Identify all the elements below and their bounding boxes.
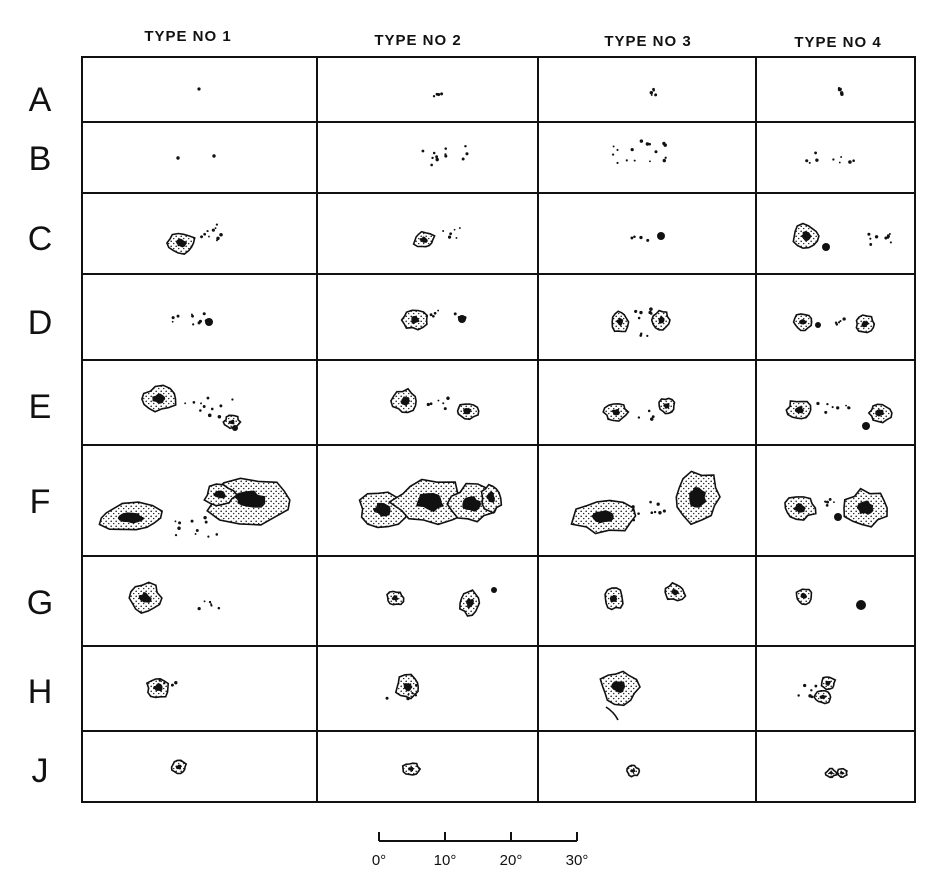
sunspot-pore	[431, 157, 433, 159]
sunspot-pore	[613, 145, 615, 147]
sunspot-pore	[652, 88, 655, 91]
sunspot-pore	[840, 91, 843, 94]
sunspot-pore	[654, 511, 656, 513]
sunspot-pore	[205, 521, 208, 524]
sunspot-pore	[845, 405, 847, 407]
sunspot-pore	[444, 407, 447, 410]
sunspot-pore	[205, 318, 213, 326]
sunspot-pore	[840, 156, 842, 158]
sunspot-pore	[207, 536, 209, 538]
sunspot-pore	[832, 406, 834, 408]
sunspot-pore	[462, 158, 465, 161]
sunspot-pore	[177, 315, 180, 318]
sunspot-pore	[648, 410, 651, 413]
sunspot-pore	[834, 513, 842, 521]
sunspot-pore	[415, 694, 417, 696]
sunspot-pore	[172, 321, 174, 323]
sunspot-pore	[218, 415, 222, 419]
sunspot-pore	[215, 227, 217, 229]
row-label-d: D	[27, 304, 53, 342]
row-label-g: G	[26, 584, 54, 622]
sunspot-pore	[824, 501, 826, 503]
sunspot-pore	[663, 159, 666, 162]
sunspot-pore	[219, 404, 222, 407]
column-header-type-3: TYPE NO 3	[604, 33, 692, 50]
sunspot-pore	[465, 152, 468, 155]
sunspot-pore	[650, 91, 653, 94]
sunspot-pore	[657, 232, 665, 240]
sunspot-pore	[435, 158, 438, 161]
sunspot-pore	[171, 684, 174, 687]
sunspot-pore	[663, 510, 666, 513]
sunspot-pore	[404, 684, 406, 686]
sunspot-pore	[430, 313, 433, 316]
sunspot-pore	[491, 587, 497, 593]
sunspot-pore	[814, 152, 817, 155]
sunspot-pore	[867, 233, 870, 236]
sunspot-pore	[650, 511, 653, 514]
scale-bar	[372, 832, 589, 869]
sunspot-pore	[884, 237, 887, 240]
sunspot-pore	[434, 312, 437, 315]
sunspot-pore	[639, 334, 642, 337]
sunspot-pore	[634, 160, 636, 162]
sunspot-pore	[890, 241, 892, 243]
table-grid	[82, 57, 915, 802]
sunspot-pore	[869, 238, 871, 240]
sunspot-pore	[195, 533, 197, 535]
sunspot-pore	[626, 159, 628, 161]
sunspot-groups	[99, 87, 892, 777]
sunspot-pore	[184, 402, 186, 404]
sunspot-pore	[437, 93, 440, 96]
sunspot-pore	[833, 501, 835, 503]
sunspot-pore	[454, 229, 456, 231]
sunspot-pore	[646, 239, 649, 242]
sunspot-pore	[203, 516, 206, 519]
sunspot-pore	[459, 227, 461, 229]
sunspot-pore	[826, 504, 829, 507]
sunspot-pore	[212, 154, 215, 157]
sunspot-pore	[638, 317, 641, 320]
sunspot-pore	[433, 95, 435, 97]
sunspot-pore	[654, 93, 657, 96]
sunspot-pore	[640, 139, 643, 142]
sunspot-pore	[210, 604, 212, 606]
sunspot-pore	[852, 159, 855, 162]
sunspot-pore	[430, 164, 433, 167]
sunspot-pore	[172, 316, 175, 319]
sunspot-pore	[612, 153, 614, 155]
sunspot-pore	[808, 694, 811, 697]
sunspot-pore	[665, 157, 667, 159]
sunspot-pore	[232, 425, 238, 431]
sunspot-pore	[175, 520, 177, 522]
sunspot-outline	[606, 707, 618, 720]
sunspot-pore	[163, 682, 165, 684]
sunspot-pore	[797, 694, 799, 696]
sunspot-pore	[658, 511, 661, 514]
sunspot-pore	[207, 397, 210, 400]
sunspot-pore	[193, 401, 196, 404]
column-header-type-2: TYPE NO 2	[374, 32, 462, 49]
sunspot-pore	[824, 411, 827, 414]
sunspot-pore	[829, 498, 832, 501]
sunspot-pore	[204, 600, 206, 602]
sunspot-pore	[616, 149, 618, 151]
scale-label-30: 30°	[565, 852, 589, 869]
sunspot-pore	[888, 235, 890, 237]
row-label-c: C	[27, 220, 53, 258]
sunspot-pore	[430, 402, 433, 405]
sunspot-pore	[177, 527, 180, 530]
row-label-b: B	[28, 140, 52, 178]
sunspot-pore	[437, 400, 439, 402]
sunspot-pore	[444, 147, 447, 150]
column-header-type-1: TYPE NO 1	[144, 28, 232, 45]
sunspot-pore	[198, 607, 201, 610]
sunspot-pore	[838, 88, 841, 91]
sunspot-pore	[649, 307, 653, 311]
sunspot-pore	[437, 310, 439, 312]
sunspot-pore	[406, 697, 409, 700]
sunspot-pore	[805, 159, 808, 162]
sunspot-pore	[407, 694, 409, 696]
sunspot-pore	[848, 160, 852, 164]
table-border	[82, 57, 915, 802]
sunspot-pore	[633, 236, 636, 239]
sunspot-pore	[203, 405, 206, 408]
sunspot-pore	[216, 223, 218, 225]
sunspot-pore	[442, 402, 444, 404]
sunspot-pore	[176, 156, 179, 159]
sunspot-pore	[206, 230, 208, 232]
sunspot-pore	[650, 312, 653, 315]
row-label-a: A	[28, 81, 52, 119]
sunspot-pore	[632, 509, 635, 512]
sunspot-pore	[815, 322, 821, 328]
sunspot-pore	[200, 235, 203, 238]
sunspot-pore	[663, 143, 667, 147]
sunspot-pore	[616, 162, 618, 164]
sunspot-pore	[218, 607, 221, 610]
sunspot-pore	[442, 230, 444, 232]
sunspot-pore	[836, 406, 839, 409]
sunspot-pore	[822, 243, 830, 251]
sunspot-pore	[192, 323, 194, 325]
sunspot-pore	[454, 312, 457, 315]
row-label-j: J	[31, 752, 49, 790]
sunspot-pore	[862, 422, 870, 430]
sunspot-pore	[633, 519, 636, 522]
column-header-type-4: TYPE NO 4	[794, 34, 882, 51]
sunspot-pore	[178, 521, 181, 524]
sunspot-pore	[196, 529, 199, 532]
row-label-e: E	[28, 388, 52, 426]
sunspot-pore	[411, 692, 413, 694]
sunspot-pore	[211, 408, 214, 411]
sunspot-pore	[889, 233, 891, 235]
sunspot-pore	[446, 397, 449, 400]
sunspot-pore	[848, 407, 850, 409]
sunspot-pore	[455, 237, 457, 239]
sunspot-pore	[209, 601, 211, 603]
sunspot-pore	[836, 323, 839, 326]
sunspot-pore	[630, 237, 633, 240]
sunspot-pore	[427, 403, 430, 406]
sunspot-pore	[638, 416, 640, 418]
sunspot-pore	[649, 160, 651, 162]
sunspot-pore	[231, 398, 233, 400]
sunspot-pore	[435, 155, 438, 158]
sunspot-pore	[856, 600, 866, 610]
sunspot-pore	[216, 239, 218, 241]
scale-label-20: 20°	[499, 852, 523, 869]
sunspot-pore	[826, 403, 828, 405]
sunspot-pore	[208, 414, 212, 418]
sunspot-pore	[198, 321, 201, 324]
sunspot-pore	[809, 162, 811, 164]
sunspot-pore	[458, 315, 466, 323]
sunspot-pore	[197, 87, 200, 90]
sunspot-pore	[814, 685, 817, 688]
sunspot-pore	[815, 158, 818, 161]
scale-label-10: 10°	[433, 852, 457, 869]
sunspot-pore	[212, 229, 215, 232]
sunspot-pore	[869, 243, 872, 246]
sunspot-pore	[810, 689, 812, 691]
row-label-f: F	[29, 483, 51, 521]
sunspot-pore	[631, 148, 634, 151]
sunspot-pore	[159, 679, 161, 681]
sunspot-pore	[433, 152, 436, 155]
scale-bar-line	[379, 832, 577, 841]
sunspot-pore	[631, 505, 634, 508]
sunspot-pore	[191, 520, 194, 523]
sunspot-pore	[649, 501, 652, 504]
row-label-h: H	[27, 673, 53, 711]
sunspot-pore	[215, 533, 218, 536]
sunspot-pore	[203, 233, 206, 236]
sunspot-pore	[386, 697, 389, 700]
sunspot-pore	[200, 402, 202, 404]
sunspot-pore	[191, 315, 194, 318]
sunspot-pore	[464, 145, 466, 147]
sunspot-pore	[639, 311, 642, 314]
sunspot-pore	[646, 142, 649, 145]
sunspot-pore	[422, 150, 425, 153]
sunspot-pore	[832, 158, 834, 160]
sunspot-pore	[448, 235, 451, 238]
sunspot-pore	[816, 402, 819, 405]
sunspot-pore	[639, 236, 642, 239]
sunspot-pore	[646, 335, 648, 337]
sunspot-pore	[432, 315, 435, 318]
sunspot-pore	[842, 317, 845, 320]
sunspot-pore	[838, 321, 840, 323]
sunspot-pore	[657, 503, 660, 506]
sunspot-pore	[175, 534, 177, 536]
sunspot-pore	[174, 681, 177, 684]
sunspot-pore	[199, 409, 202, 412]
sunspot-pore	[839, 162, 841, 164]
sunspot-pore	[637, 512, 640, 515]
sunspot-pore	[634, 310, 637, 313]
sunspot-pore	[219, 233, 223, 237]
sunspot-pore	[449, 232, 452, 235]
sunspot-pore	[826, 501, 829, 504]
scale-label-0: 0°	[371, 852, 387, 869]
sunspot-pore	[408, 688, 411, 691]
sunspot-pore	[444, 155, 447, 158]
sunspot-pore	[415, 684, 417, 686]
sunspot-pore	[875, 235, 878, 238]
sunspot-pore	[654, 150, 657, 153]
sunspot-pore	[440, 92, 443, 95]
sunspot-pore	[208, 236, 210, 238]
sunspot-pore	[203, 312, 206, 315]
sunspot-pore	[803, 684, 806, 687]
sunspot-pore	[650, 417, 653, 420]
